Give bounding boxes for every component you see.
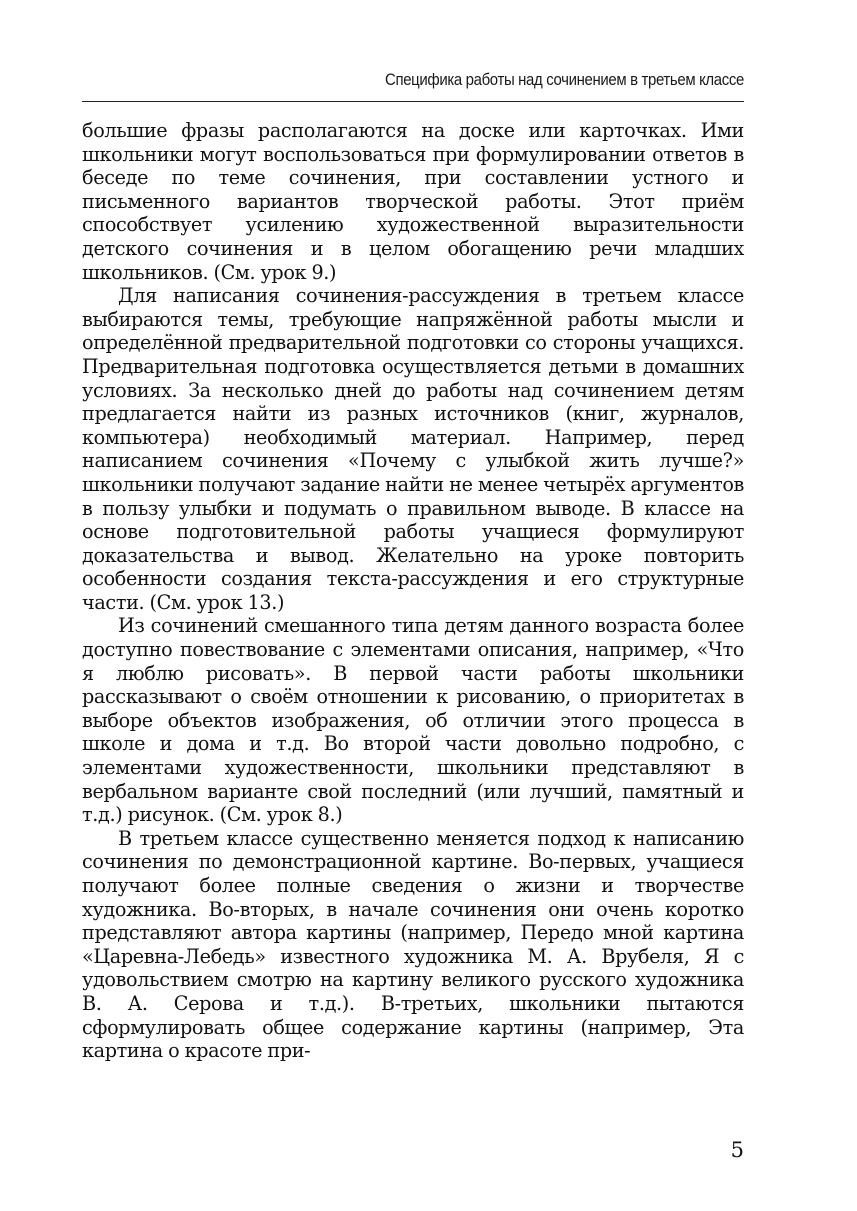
page-number: 5 — [730, 1138, 744, 1162]
paragraph-4: В третьем классе существенно меняется подход к написанию сочинения по демонстрационной картине. Во-первых, учащиеся получают более полные сведения о жизни и творчестве художника. Во-вторых, в начале сочинения они очень коротко представляют автора картины (например, Передо мной картина «Царевна-Лебедь» известного художника М. А. Врубеля, Я с удовольствием смотрю на картину великого русского художника В. А. Серова и т.д.). В-третьих, школьники пытаются сформулировать общее содержание картины (например, Эта картина о красоте при- — [82, 826, 744, 1063]
paragraph-1: большие фразы располагаются на доске или карточках. Ими школьники могут воспользоваться при формулировании ответов в беседе по теме сочинения, при составлении устного и письменного вариантов творческой работы. Этот приём способствует усилению художественной выразительности детского сочинения и в целом обогащению речи младших школьников. (См. урок 9.) — [82, 119, 744, 284]
running-header: Специфика работы над сочинением в третьем классе — [385, 70, 744, 89]
paragraph-2: Для написания сочинения-рассуждения в третьем классе выбираются темы, требующие напряжённой работы мысли и определённой предварительной подготовки со стороны учащихся. Предварительная подготовка осуществляется детьми в домашних условиях. За несколько дней до работы над сочинением детям предлагается найти из разных источников (книг, журналов, компьютера) необходимый материал. Например, перед написанием сочинения «Почему с улыбкой жить лучше?» школьники получают задание найти не менее четырёх аргументов в пользу улыбки и подумать о правильном выводе. В классе на основе подготовительной работы учащиеся формулируют доказательства и вывод. Желательно на уроке повторить особенности создания текста-рассуждения и его структурные части. (См. урок 13.) — [82, 284, 744, 614]
paragraph-3: Из сочинений смешанного типа детям данного возраста более доступно повествование с элементами описания, например, «Что я люблю рисовать». В первой части работы школьники рассказывают о своём отношении к рисованию, о приоритетах в выборе объектов изображения, об отличии этого процесса в школе и дома и т.д. Во второй части довольно подробно, с элементами художественности, школьники представляют в вербальном варианте свой последний (или лучший, памятный и т.д.) рисунок. (См. урок 8.) — [82, 614, 744, 827]
body-text — [82, 119, 744, 1063]
header-rule — [82, 101, 744, 102]
